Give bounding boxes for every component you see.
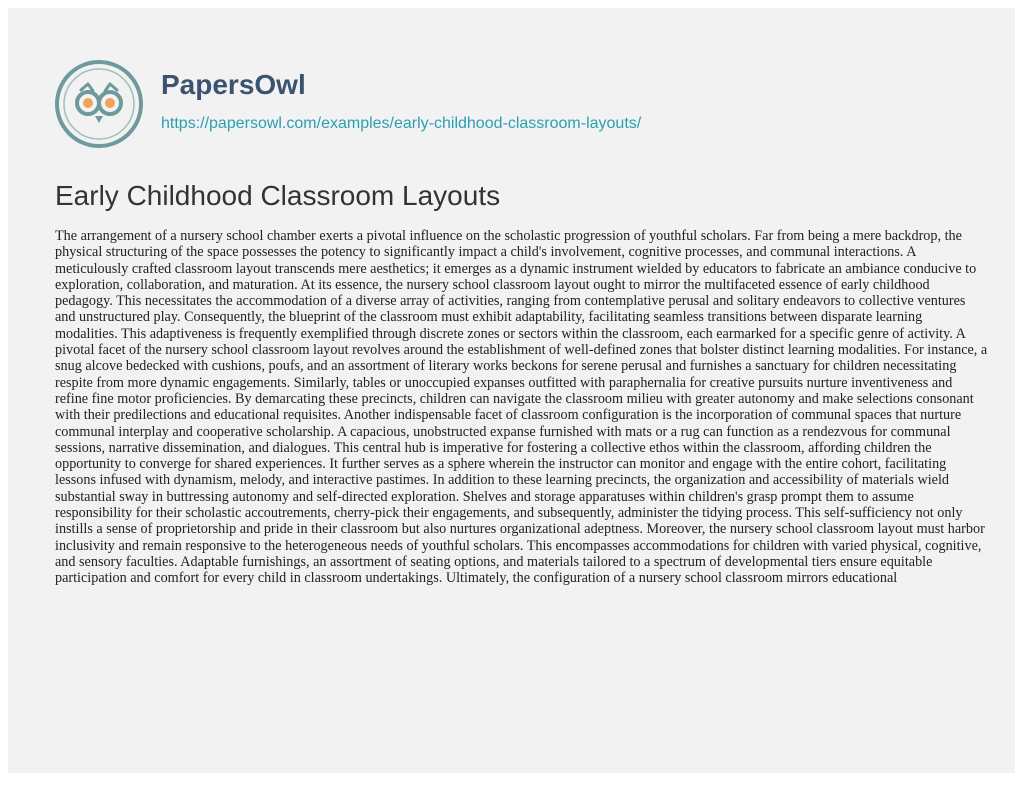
- essay-body: The arrangement of a nursery school chamber exerts a pivotal influence on the scholastic progression of youthful scholars. Far from being a mere backdrop, the physical structuring of the space possesses the potency to significantly impact a child's involvement, cognitive processes, and communal interactions. A meticulously crafted classroom layout transcends mere aesthetics; it emerges as a dynamic instrument wielded by educators to fabricate an ambiance conducive to exploration, collaboration, and maturation. At its essence, the nursery school classroom layout ought to mirror the multifaceted essence of early childhood pedagogy. This necessitates the accommodation of a diverse array of activities, ranging from contemplative perusal and solitary endeavors to collective ventures and unstructured play. Consequently, the blueprint of the classroom must exhibit adaptability, facilitating seamless transitions between disparate learning modalities. This adaptiveness is frequently exemplified through discrete zones or sectors within the classroom, each earmarked for a specific genre of activity. A pivotal facet of the nursery school classroom layout revolves around the establishment of well-defined zones that bolster distinct learning modalities. For instance, a snug alcove bedecked with cushions, poufs, and an assortment of literary works beckons for serene perusal and furnishes a sanctuary for children necessitating respite from more dynamic engagements. Similarly, tables or unoccupied expanses outfitted with paraphernalia for creative pursuits nurture inventiveness and refine fine motor proficiencies. By demarcating these precincts, children can navigate the classroom milieu with greater autonomy and make selections consonant with their predilections and educational requisites. Another indispensable facet of classroom configuration is the incorporation of communal spaces that nurture communal interplay and cooperative scholarship. A capacious, unobstructed expanse furnished with mats or a rug can function as a rendezvous for communal sessions, narrative dissemination, and dialogues. This central hub is imperative for fostering a collective ethos within the classroom, affording children the opportunity to converge for shared experiences. It further serves as a sphere wherein the instructor can monitor and engage with the entire cohort, facilitating lessons infused with dynamism, melody, and interactive pastimes. In addition to these learning precincts, the organization and accessibility of materials wield substantial sway in buttressing autonomy and self-directed exploration. Shelves and storage apparatuses within children's grasp prompt them to assume responsibility for their scholastic accoutrements, cherry-pick their engagements, and subsequently, administer the tidying process. This self-sufficiency not only instills a sense of proprietorship and pride in their classroom but also nurtures organizational adeptness. Moreover, the nursery school classroom layout must harbor inclusivity and remain responsive to the heterogeneous needs of youthful scholars. This encompasses accommodations for children with varied physical, cognitive, and sensory faculties. Adaptable furnishings, an assortment of seating options, and materials tailored to a spectrum of developmental tiers ensure equitable participation and comfort for every child in classroom undertakings. Ultimately, the configuration of a nursery school classroom mirrors educational: [55, 228, 988, 587]
- source-url-link[interactable]: https://papersowl.com/examples/early-childhood-classroom-layouts/: [161, 115, 642, 132]
- brand-name: PapersOwl: [161, 69, 306, 100]
- essay-title: Early Childhood Classroom Layouts: [55, 180, 501, 211]
- owl-logo-icon: [55, 60, 143, 148]
- essay-card: [8, 8, 1015, 773]
